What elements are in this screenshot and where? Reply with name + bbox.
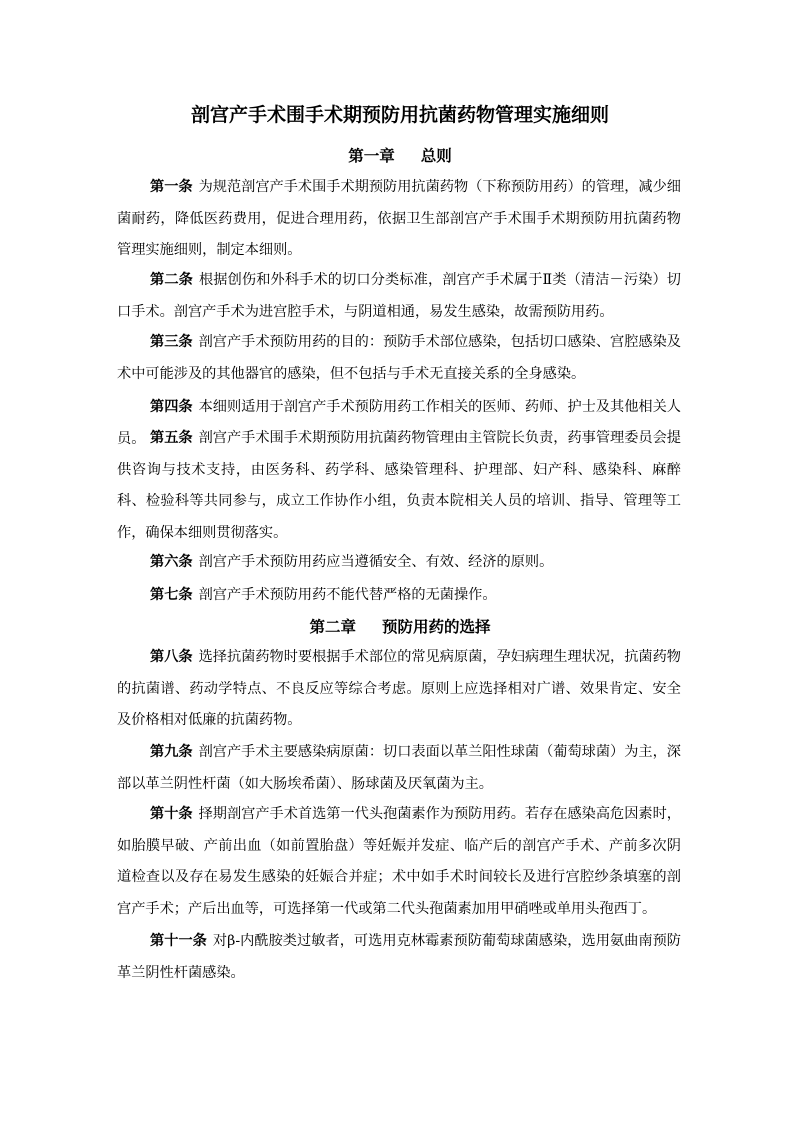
article-number: 第九条 xyxy=(150,744,193,760)
article-number: 第一条 xyxy=(150,179,193,195)
article-6 xyxy=(117,547,681,579)
article-10 xyxy=(117,799,681,925)
article-3 xyxy=(117,327,681,390)
document-title: 剖宫产手术围手术期预防用抗菌药物管理实施细则 xyxy=(190,104,609,126)
article-text: 剖宫产手术预防用药的目的：预防手术部位感染，包括切口感染、宫腔感染及术中可能涉及的其他器官的感染，但不包括与手术无直接关系的全身感染。 xyxy=(117,334,681,382)
article-number: 第五条 xyxy=(150,430,193,446)
article-number: 第八条 xyxy=(150,649,193,665)
article-number: 第四条 xyxy=(150,399,193,415)
article-text: 根据创伤和外科手术的切口分类标准，剖宫产手术属于Ⅱ类（清洁－污染）切口手术。剖宫产手术为进宫腔手术，与阴道相通，易发生感染，故需预防用药。 xyxy=(117,272,681,320)
article-text: 剖宫产手术围手术期预防用抗菌药物管理由主管院长负责，药事管理委员会提供咨询与技术支持，由医务科、药学科、感染管理科、护理部、妇产科、感染科、麻醉科、检验科等共同参与，成立工作协作小组，负责本院相关人员的培训、指导、管理等工作，确保本细则贯彻落实。 xyxy=(117,430,681,541)
article-8 xyxy=(117,642,681,737)
chapter-name: 总则 xyxy=(420,146,452,165)
chapter-label: 第一章 xyxy=(348,146,395,165)
article-text: 剖宫产手术预防用药应当遵循安全、有效、经济的原则。 xyxy=(198,554,554,570)
article-2 xyxy=(117,265,681,328)
article-1 xyxy=(117,172,681,267)
article-11 xyxy=(117,926,681,989)
article-number: 第七条 xyxy=(150,587,193,603)
article-9 xyxy=(117,737,681,800)
article-number: 第六条 xyxy=(150,554,193,570)
chapter-name: 预防用药的选择 xyxy=(382,617,491,636)
chapter-heading-2 xyxy=(0,615,800,639)
article-number: 第十条 xyxy=(150,806,193,822)
article-number: 第十一条 xyxy=(150,933,207,949)
chapter-label: 第二章 xyxy=(309,617,356,636)
article-text: 为规范剖宫产手术围手术期预防用抗菌药物（下称预防用药）的管理，减少细菌耐药，降低医药费用，促进合理用药，依据卫生部剖宫产手术围手术期预防用抗菌药物管理实施细则，制定本细则。 xyxy=(117,179,681,258)
article-text: 对β-内酰胺类过敏者，可选用克林霉素预防葡萄球菌感染，选用氨曲南预防革兰阴性杆菌感染。 xyxy=(117,933,681,981)
article-text: 剖宫产手术预防用药不能代替严格的无菌操作。 xyxy=(198,587,497,603)
article-text: 选择抗菌药物时要根据手术部位的常见病原菌，孕妇病理生理状况，抗菌药物的抗菌谱、药动学特点、不良反应等综合考虑。原则上应选择相对广谱、效果肯定、安全及价格相对低廉的抗菌药物。 xyxy=(117,649,681,728)
article-number: 第二条 xyxy=(150,272,193,288)
article-text: 本细则适用于剖宫产手术预防用药工作相关的医师、药师、护士及其他相关人员。 xyxy=(117,399,681,447)
article-text: 剖宫产手术主要感染病原菌：切口表面以革兰阳性球菌（葡萄球菌）为主，深部以革兰阴性杆菌（如大肠埃希菌）、肠球菌及厌氧菌为主。 xyxy=(117,744,681,792)
article-number: 第三条 xyxy=(150,334,193,350)
article-7 xyxy=(117,580,681,612)
article-5 xyxy=(117,423,681,549)
article-text: 择期剖宫产手术首选第一代头孢菌素作为预防用药。若存在感染高危因素时，如胎膜早破、产前出血（如前置胎盘）等妊娠并发症、临产后的剖宫产手术、产前多次阴道检查以及存在易发生感染的妊娠合并症；术中如手术时间较长及进行宫腔纱条填塞的剖宫产手术；产后出血等，可选择第一代或第二代头孢菌素加用甲硝唑或单用头孢西丁。 xyxy=(117,806,681,917)
chapter-heading-1 xyxy=(0,144,800,168)
